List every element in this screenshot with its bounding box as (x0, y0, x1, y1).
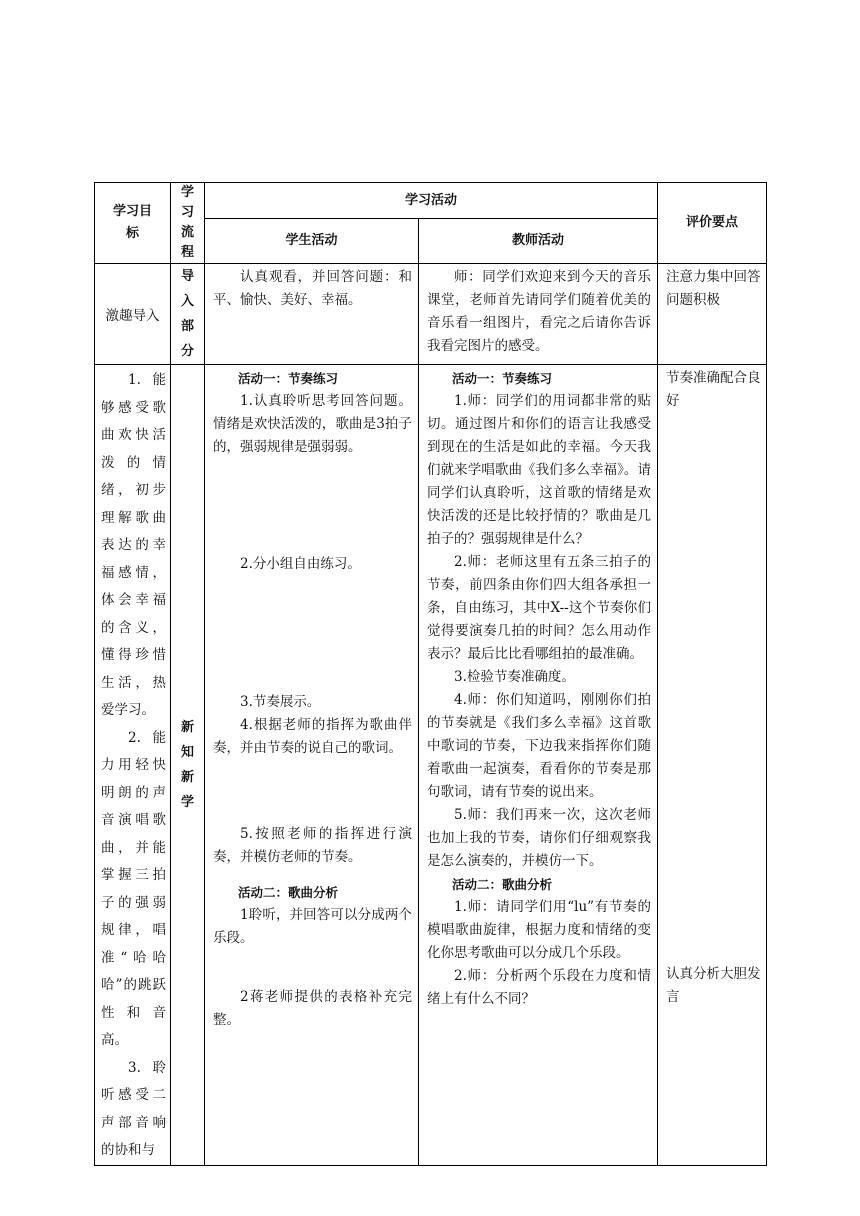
student-step: 5.按照老师的指挥进行演奏，并模仿老师的节奏。 (213, 826, 412, 865)
student-step: 2蒋老师提供的表格补充完整。 (213, 989, 412, 1028)
goal-item: 2.能力用轻快明朗的声音演唱歌曲，并能掌握三拍子的强弱规律，唱准“哈哈哈”的跳跃性和音高。 (101, 729, 166, 1048)
student-step: 1.认真聆听思考回答问题。情绪是欢快活泼的，歌曲是3拍子的，强弱规律是强弱弱。 (213, 393, 412, 455)
header-teacher-activity: 教师活动 (419, 219, 658, 264)
goal-item: 3.聆听感受二声部音响的协和与 (101, 1059, 166, 1158)
activity-title: 活动二：歌曲分析 (238, 885, 339, 900)
student-step: 2.分小组自由练习。 (240, 556, 361, 572)
goal-intro-text: 激趣导入 (105, 308, 160, 324)
teacher-step: 4.师：你们知道吗，刚刚你们拍的节奏就是《我们多么幸福》这首歌中歌词的节奏，下边我来指挥你们随着歌曲一起演奏，看看你的节奏是那句歌词，请有节奏的说出来。 (427, 692, 652, 800)
table-row (95, 365, 767, 1166)
header-learning-goal: 学习目标 (95, 183, 171, 264)
eval-intro-text: 注意力集中回答问题积极 (666, 269, 761, 308)
header-learning-flow: 学习流程 (171, 183, 205, 264)
activity-title: 活动一：节奏练习 (238, 371, 339, 386)
header-learning-activity: 学习活动 (205, 183, 658, 219)
teacher-step: 1.师：请同学们用“lu”有节奏的模唱歌曲旋律，根据力度和情绪的变化你思考歌曲可以分成几个乐段。 (427, 899, 652, 961)
teacher-intro-text: 师：同学们欢迎来到今天的音乐课堂，老师首先请同学们随着优美的音乐看一组图片，看完之后请你告诉我看完图片的感受。 (427, 269, 652, 354)
lesson-plan-table (94, 182, 767, 1166)
teacher-step: 5.师：我们再来一次，这次老师也加上我的节奏，请你们仔细观察我是怎么演奏的，并模仿一下。 (427, 807, 652, 869)
stage-cell-new: 新知新学 (171, 365, 205, 1166)
activity-title: 活动二：歌曲分析 (452, 877, 553, 892)
eval-cell-intro (658, 264, 767, 365)
teacher-step: 3.检验节奏准确度。 (454, 669, 575, 685)
eval-rhythm-text: 节奏准确配合良好 (666, 370, 761, 409)
teacher-cell-intro (419, 264, 658, 365)
student-cell-new (205, 365, 419, 1166)
goal-item: 1.能够感受歌曲欢快活泼的情绪，初步理解歌曲表达的幸福感情，体会幸福的含义，懂得珍惜生活，热爱学习。 (101, 372, 166, 718)
student-intro-text: 认真观看，并回答问题：和平、愉快、美好、幸福。 (213, 269, 412, 308)
stage-cell-intro: 导入部分 (171, 264, 205, 365)
goal-cell-new (95, 365, 171, 1166)
teacher-cell-new (419, 365, 658, 1166)
activity-title: 活动一：节奏练习 (452, 371, 553, 386)
student-step: 3.节奏展示。 (240, 694, 321, 710)
student-cell-intro (205, 264, 419, 365)
eval-analysis-text: 认真分析大胆发言 (666, 966, 761, 1005)
student-step: 1聆听，并回答可以分成两个乐段。 (213, 907, 412, 946)
teacher-step: 2.师：老师这里有五条三拍子的节奏，前四条由你们四大组各承担一条，自由练习，其中X--这个节奏你们觉得要演奏几拍的时间？怎么用动作表示？最后比比看哪组拍的最准确。 (427, 554, 652, 662)
eval-cell-new (658, 365, 767, 1166)
teacher-step: 1.师：同学们的用词都非常的贴切。通过图片和你们的语言让我感受到现在的生活是如此的幸福。今天我们就来学唱歌曲《我们多么幸福》。请同学们认真聆听，这首歌的情绪是欢快活泼的还是比较抒情的？歌曲是几拍子的？强弱规律是什么？ (427, 393, 652, 547)
header-evaluation-points: 评价要点 (658, 183, 767, 264)
student-step: 4.根据老师的指挥为歌曲伴奏，并由节奏的说自己的歌词。 (213, 717, 412, 756)
table-row (95, 264, 767, 365)
goal-cell-intro (95, 264, 171, 365)
teacher-step: 2.师：分析两个乐段在力度和情绪上有什么不同？ (427, 968, 652, 1007)
header-student-activity: 学生活动 (205, 219, 419, 264)
